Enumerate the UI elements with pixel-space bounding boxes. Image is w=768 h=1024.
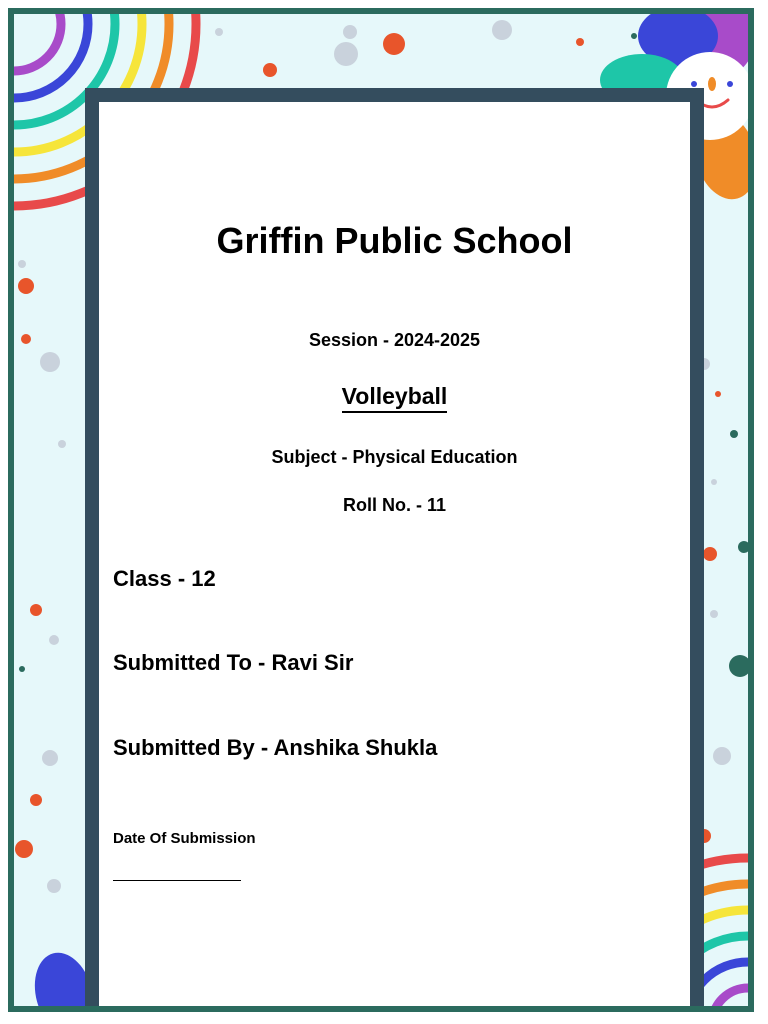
project-title-text: Volleyball <box>342 383 448 413</box>
project-title <box>99 383 690 410</box>
submitted-by: Submitted By - Anshika Shukla <box>113 735 438 760</box>
cover-page <box>8 8 754 1012</box>
roll-number: Roll No. - 11 <box>342 495 447 515</box>
date-blank-line <box>113 880 241 881</box>
class-text: Class - 12 <box>113 566 216 591</box>
school-name: Griffin Public School <box>216 220 573 261</box>
submitted-to: Submitted To - Ravi Sir <box>113 650 354 675</box>
session-text: Session - 2024-2025 <box>308 330 481 350</box>
content-card <box>85 88 704 1012</box>
date-of-submission-label: Date Of Submission <box>113 830 256 847</box>
subject-text: Subject - Physical Education <box>271 447 518 467</box>
